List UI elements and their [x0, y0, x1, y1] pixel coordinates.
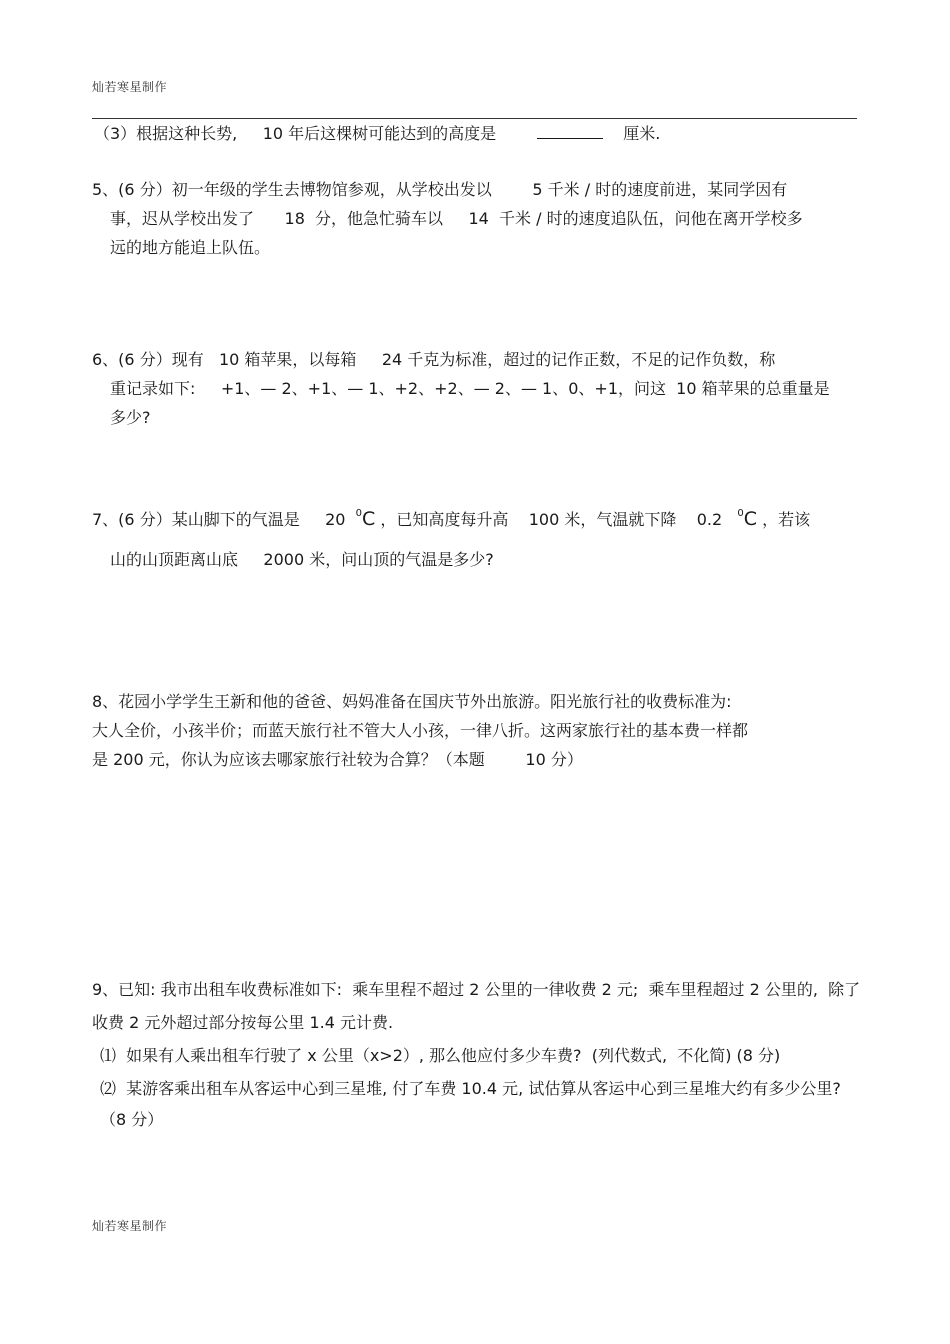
celsius-unit: C	[362, 508, 376, 530]
q7-line1-part-a: 7、(6 分）某山脚下的气温是 20	[92, 510, 356, 529]
q8-line3: 是 200 元，你认为应该去哪家旅行社较为合算？（本题 10 分）	[92, 750, 583, 769]
q9-line1: 9、已知: 我市出租车收费标准如下: 乘车里程不超过 2 公里的一律收费 2 元; 乘车里程超过 2 公里的, 除了	[92, 980, 861, 999]
q9-part1: ⑴ 如果有人乘出租车行驶了 x 公里（x>2）, 那么他应付多少车费? (列代数式, 不化简) (8 分)	[100, 1046, 781, 1065]
celsius-unit: C	[743, 508, 758, 530]
q7-line2: 山的山顶距离山底 2000 米，问山顶的气温是多少?	[110, 550, 494, 569]
q9-part2: ⑵ 某游客乘出租车从客运中心到三星堆, 付了车费 10.4 元, 试估算从客运中心到三星堆大约有多少公里?	[100, 1079, 841, 1098]
q5-line2: 事，迟从学校出发了 18 分，他急忙骑车以 14 千米 / 时的速度追队伍，问他在离开学校多	[110, 209, 803, 228]
q8-line1: 8、花园小学学生王新和他的爸爸、妈妈准备在国庆节外出旅游。阳光旅行社的收费标准为:	[92, 692, 732, 711]
q9-part2-score: （8 分）	[100, 1110, 164, 1129]
q4-part3-text: （3）根据这种长势, 10 年后这棵树可能达到的高度是	[94, 124, 497, 143]
q6-line1: 6、(6 分）现有 10 箱苹果，以每箱 24 千克为标准，超过的记作正数，不足的记作负数，称	[92, 350, 776, 369]
q6-line3: 多少?	[110, 408, 151, 427]
degree-mark: 0	[355, 508, 363, 519]
q4-part3	[94, 124, 660, 144]
footer-watermark: 灿若寒星制作	[92, 1219, 168, 1233]
q8-line2: 大人全价，小孩半价；而蓝天旅行社不管大人小孩，一律八折。这两家旅行社的基本费一样都	[92, 721, 749, 740]
header-rule	[92, 118, 857, 119]
header-watermark: 灿若寒星制作	[92, 80, 168, 94]
degree-mark: 0	[737, 508, 744, 519]
q4-part3-unit: 厘米.	[623, 124, 661, 143]
q6-line2: 重记录如下: +1、— 2、+1、— 1、+2、+2、— 2、— 1、0、+1，问这 10 箱苹果的总重量是	[110, 379, 830, 398]
q9-line2: 收费 2 元外超过部分按每公里 1.4 元计费.	[92, 1013, 394, 1032]
q7-line1-part-b: ，已知高度每升高 100 米，气温就下降 0.2	[375, 510, 738, 529]
q5-line1: 5、(6 分）初一年级的学生去博物馆参观，从学校出发以 5 千米 / 时的速度前进，某同学因有	[92, 180, 788, 199]
q7-line1-part-c: ，若该	[757, 510, 811, 529]
q5-line3: 远的地方能追上队伍。	[110, 238, 271, 257]
q7-line1	[92, 509, 810, 533]
answer-blank	[537, 124, 603, 139]
